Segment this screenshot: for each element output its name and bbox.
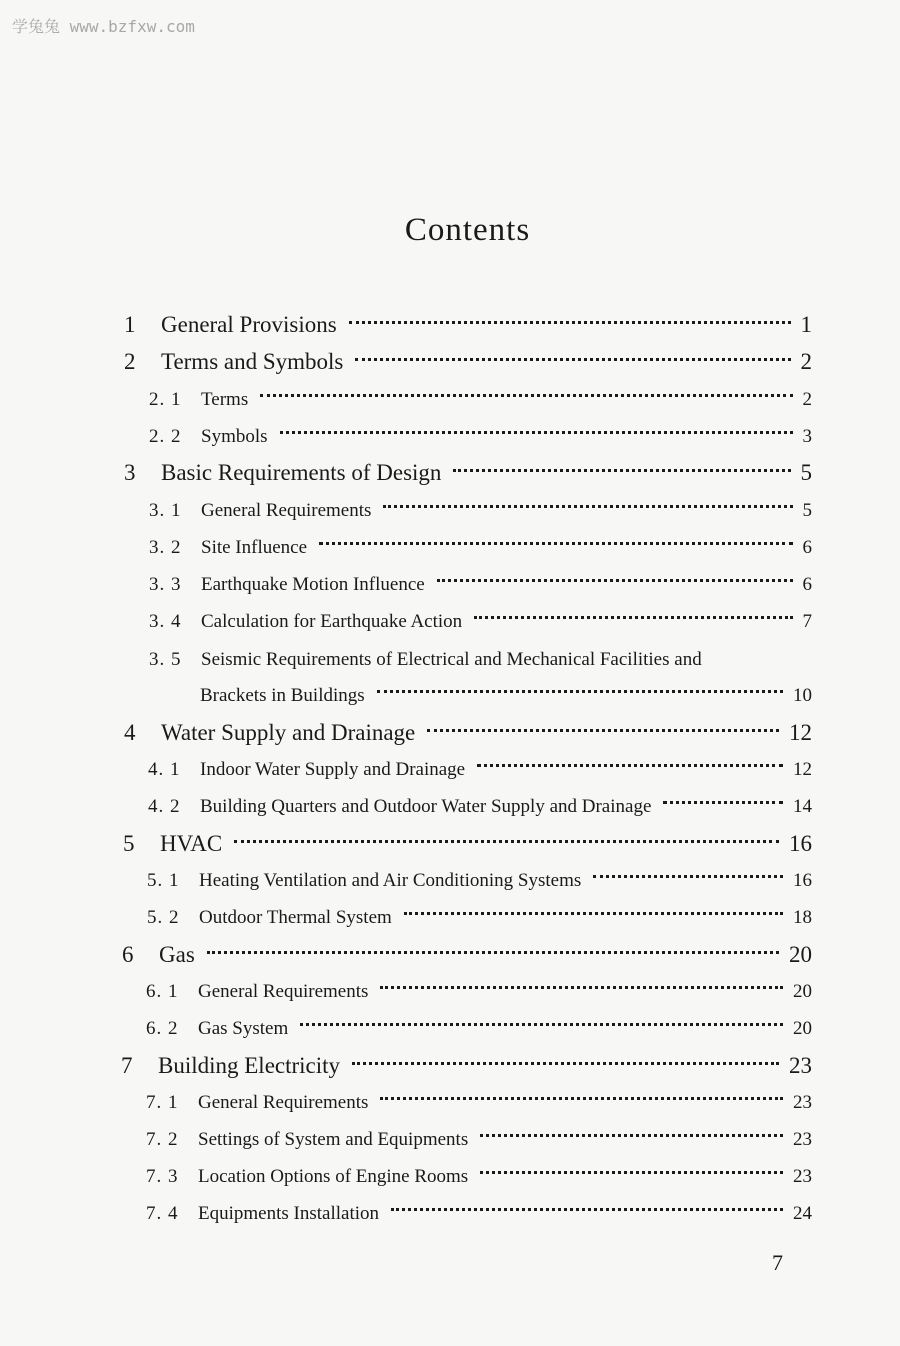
toc-page: 12: [793, 759, 812, 780]
toc-leader: [380, 986, 783, 989]
toc-number: 7. 2: [146, 1129, 179, 1150]
toc-label: Terms and Symbols: [161, 349, 344, 374]
page-title: Contents: [404, 212, 531, 248]
toc-label: Terms: [201, 389, 249, 410]
toc-leader: [391, 1208, 783, 1211]
toc-label: General Provisions: [161, 312, 337, 337]
toc-label: Calculation for Earthquake Action: [201, 611, 463, 632]
watermark: 学兔兔 www.bzfxw.com: [12, 17, 195, 36]
toc-page: 12: [789, 720, 812, 745]
toc-page: 1: [800, 312, 812, 337]
toc-label: Site Influence: [201, 537, 308, 558]
toc-label: Equipments Installation: [198, 1203, 380, 1224]
toc-page: 5: [802, 500, 812, 521]
toc-number: 2. 2: [149, 426, 182, 447]
toc-page: 24: [793, 1203, 812, 1224]
toc-leader: [437, 579, 793, 582]
toc-leader: [319, 542, 792, 545]
toc-label: Settings of System and Equipments: [198, 1129, 469, 1150]
toc-entry: [147, 907, 812, 929]
toc-leader: [352, 1062, 779, 1065]
toc-number: 7: [121, 1053, 133, 1078]
toc-label: Brackets in Buildings: [200, 685, 365, 706]
toc-entry: [146, 1166, 812, 1188]
toc-page: 20: [793, 981, 812, 1002]
toc-entry: [149, 426, 812, 448]
toc-page: 16: [793, 870, 812, 891]
toc-entry: [146, 1018, 812, 1040]
toc-number: 3. 1: [149, 500, 182, 521]
toc-label: Gas: [159, 942, 195, 967]
toc-label: Heating Ventilation and Air Conditioning Systems: [199, 870, 582, 891]
toc-leader: [480, 1171, 783, 1174]
toc-page: 23: [793, 1092, 812, 1113]
toc-entry: [149, 574, 812, 596]
toc-leader: [260, 394, 792, 397]
toc-label: HVAC: [160, 831, 223, 856]
toc-label: General Requirements: [201, 500, 372, 521]
toc-entry-continuation: [200, 685, 812, 707]
page-number: 7: [772, 1250, 783, 1275]
toc-entry: [148, 759, 812, 781]
toc-label: Building Quarters and Outdoor Water Supply and Drainage: [200, 796, 652, 817]
toc-entry: [122, 942, 812, 968]
toc-page: 5: [800, 460, 812, 485]
toc-number: 4. 2: [148, 796, 181, 817]
toc-page: 2: [800, 349, 812, 374]
toc-entry: [121, 1053, 812, 1079]
toc-leader: [377, 690, 783, 693]
toc-page: 3: [802, 426, 812, 447]
toc-page: 20: [793, 1018, 812, 1039]
toc-page: 7: [802, 611, 812, 632]
toc-label: Location Options of Engine Rooms: [198, 1166, 469, 1187]
toc-number: 7. 1: [146, 1092, 179, 1113]
toc-page: 2: [802, 389, 812, 410]
toc-entry: [146, 1092, 812, 1114]
toc-page: 6: [802, 537, 812, 558]
toc-number: 5. 1: [147, 870, 180, 891]
toc-label: Indoor Water Supply and Drainage: [200, 759, 466, 780]
toc-page: 18: [793, 907, 812, 928]
toc-leader: [474, 616, 792, 619]
toc-page: 20: [789, 942, 812, 967]
toc-leader: [477, 764, 783, 767]
toc-entry: [124, 460, 812, 486]
toc-number: 6. 1: [146, 981, 179, 1002]
toc-leader: [663, 801, 783, 804]
toc-number: 7. 3: [146, 1166, 179, 1187]
toc-number: 4. 1: [148, 759, 181, 780]
toc-entry: [149, 500, 812, 522]
toc-label: Basic Requirements of Design: [161, 460, 442, 485]
toc-label: Gas System: [198, 1018, 289, 1039]
toc-number: 3. 5: [149, 649, 182, 670]
toc-label: Building Electricity: [158, 1053, 341, 1078]
toc-entry: [124, 720, 812, 746]
toc-label: Seismic Requirements of Electrical and Mechanical Facilities and: [201, 649, 702, 670]
toc-entry: [149, 389, 812, 411]
toc-number: 3. 2: [149, 537, 182, 558]
toc-leader: [593, 875, 783, 878]
toc-label: Symbols: [201, 426, 268, 447]
toc-leader: [349, 321, 791, 324]
toc-page: 23: [793, 1166, 812, 1187]
toc-leader: [427, 729, 779, 732]
toc-number: 4: [124, 720, 136, 745]
toc-number: 3. 4: [149, 611, 182, 632]
toc-number: 6: [122, 942, 134, 967]
toc-leader: [355, 358, 790, 361]
toc-entry: [146, 1203, 812, 1225]
toc-number: 3. 3: [149, 574, 182, 595]
toc-page: 23: [793, 1129, 812, 1150]
toc-label: Earthquake Motion Influence: [201, 574, 425, 595]
toc-page: 23: [789, 1053, 812, 1078]
toc-number: 6. 2: [146, 1018, 179, 1039]
toc-entry: [123, 831, 812, 857]
toc-leader: [453, 469, 790, 472]
toc-entry: [124, 312, 812, 338]
toc-label: General Requirements: [198, 981, 369, 1002]
toc-leader: [300, 1023, 783, 1026]
toc-page: 10: [793, 685, 812, 706]
toc-leader: [404, 912, 783, 915]
toc-leader: [280, 431, 793, 434]
toc-entry: [146, 1129, 812, 1151]
toc-leader: [207, 951, 779, 954]
toc-number: 7. 4: [146, 1203, 179, 1224]
toc-entry: [149, 649, 812, 671]
toc-entry: [148, 796, 812, 818]
toc-entry: [147, 870, 812, 892]
toc-page: 6: [802, 574, 812, 595]
toc-label: General Requirements: [198, 1092, 369, 1113]
toc-number: 2: [124, 349, 136, 374]
toc-number: 1: [124, 312, 136, 337]
toc-leader: [383, 505, 792, 508]
toc-entry: [149, 611, 812, 633]
toc-number: 5. 2: [147, 907, 180, 928]
toc-number: 2. 1: [149, 389, 182, 410]
toc-leader: [380, 1097, 783, 1100]
toc-entry: [149, 537, 812, 559]
toc-entry: [146, 981, 812, 1003]
toc-page: 16: [789, 831, 812, 856]
toc-label: Water Supply and Drainage: [161, 720, 416, 745]
toc-leader: [234, 840, 779, 843]
toc-label: Outdoor Thermal System: [199, 907, 392, 928]
toc-entry: [124, 349, 812, 375]
toc-number: 5: [123, 831, 135, 856]
toc-page: 14: [793, 796, 812, 817]
toc-number: 3: [124, 460, 136, 485]
toc-leader: [480, 1134, 783, 1137]
